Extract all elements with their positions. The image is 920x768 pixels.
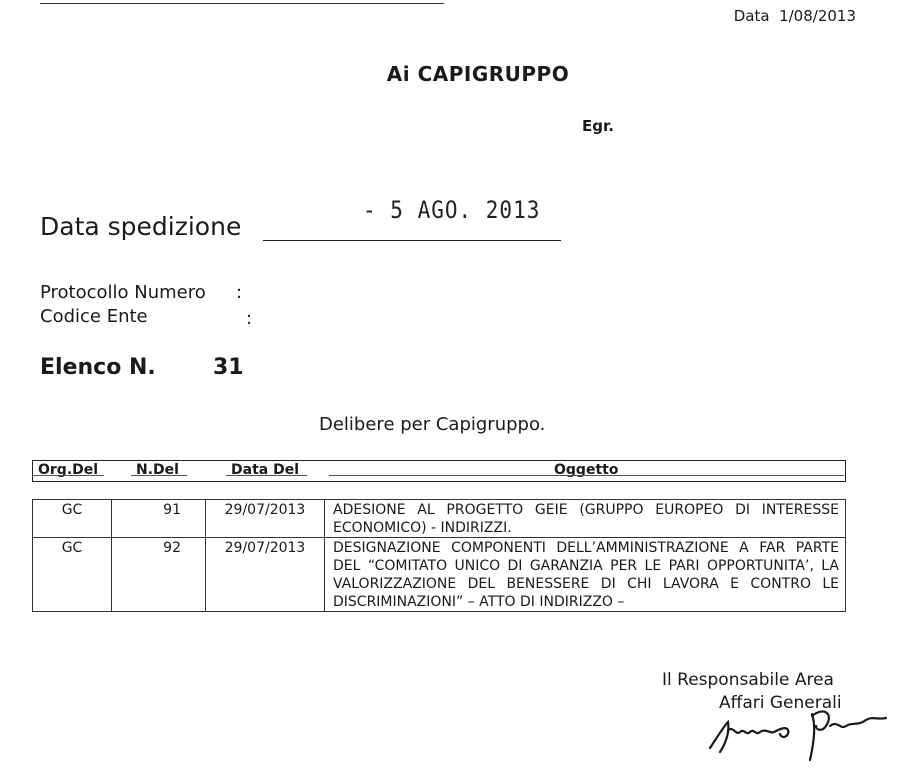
document-title: Ai CAPIGRUPPO xyxy=(386,62,570,86)
elenco-number: 31 xyxy=(213,355,244,380)
shipping-date-label: Data spedizione xyxy=(40,212,242,241)
cell-number: 91 xyxy=(112,500,206,538)
document-date xyxy=(734,7,856,25)
cell-org: GC xyxy=(33,500,112,538)
top-rule xyxy=(40,3,444,4)
cell-org: GC xyxy=(33,538,112,612)
header-org-del: Org.Del xyxy=(38,462,99,478)
cell-oggetto: DESIGNAZIONE COMPONENTI DELL’AMMINISTRAZIONE A FAR PARTE DEL “COMITATO UNICO DI GARANZIA PER LE PARI OPPORTUNITA’, LA VALORIZZAZIONE DEL BENESSERE DI CHI LAVORA E CONTRO LE DISCRIMINAZIONI” – ATTO DI INDIRIZZO – xyxy=(325,538,846,612)
codice-ente-colon: : xyxy=(246,308,253,329)
document-date-label: Data xyxy=(733,7,770,25)
handwritten-signature xyxy=(700,696,895,766)
protocollo-label: Protocollo Numero xyxy=(40,282,206,303)
cell-date: 29/07/2013 xyxy=(206,538,325,612)
cell-date: 29/07/2013 xyxy=(206,500,325,538)
header-data-del: Data Del xyxy=(231,462,299,478)
list-subtitle: Delibere per Capigruppo. xyxy=(319,414,546,435)
shipping-date-line xyxy=(263,240,561,241)
header-oggetto: Oggetto xyxy=(554,462,619,478)
cell-number: 92 xyxy=(112,538,206,612)
table-row xyxy=(33,538,846,612)
deliberations-table xyxy=(32,499,846,612)
table-header xyxy=(32,460,846,482)
header-rule xyxy=(329,475,844,476)
header-n-del: N.Del xyxy=(136,462,179,478)
elenco-label: Elenco N. xyxy=(40,355,156,380)
header-rule xyxy=(131,475,187,476)
shipping-date-stamp: - 5 AGO. 2013 xyxy=(363,196,541,224)
salutation: Egr. xyxy=(582,117,614,135)
table-row xyxy=(33,500,846,538)
signatory-area: Affari Generali xyxy=(719,693,842,713)
header-rule xyxy=(33,475,104,476)
document-date-value: 1/08/2013 xyxy=(779,7,856,25)
cell-oggetto: ADESIONE AL PROGETTO GEIE (GRUPPO EUROPEO DI INTERESSE ECONOMICO) - INDIRIZZI. xyxy=(325,500,846,538)
header-rule xyxy=(226,475,307,476)
signatory-title: Il Responsabile Area xyxy=(662,670,834,690)
protocollo-colon: : xyxy=(236,282,243,303)
codice-ente-label: Codice Ente xyxy=(40,306,148,327)
